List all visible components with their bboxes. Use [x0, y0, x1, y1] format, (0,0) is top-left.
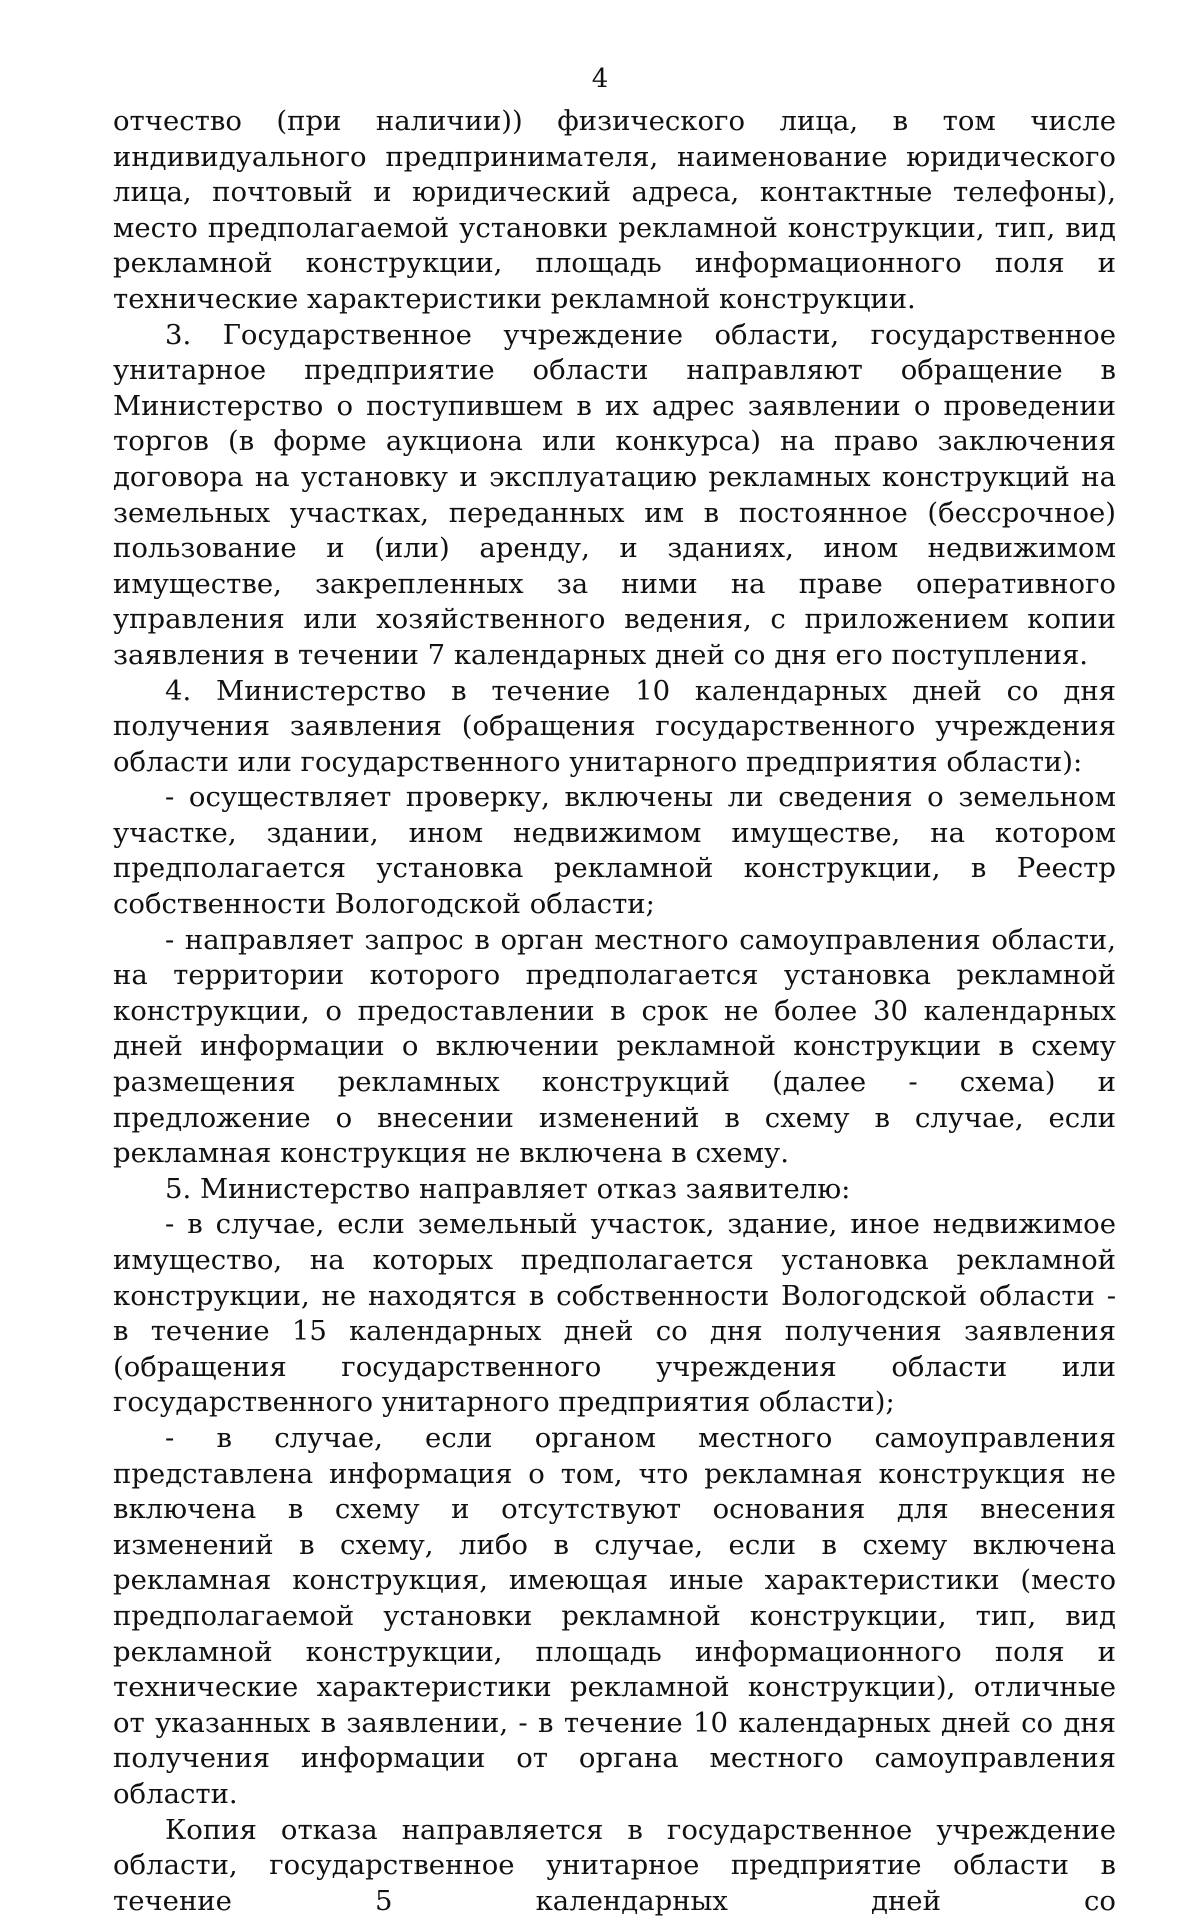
document-body	[113, 104, 1116, 1919]
paragraph-item-4-dash-1: - осуществляет проверку, включены ли сведения о земельном участке, здании, ином недвижимом имуществе, на котором предполагается установка рекламной конструкции, в Реестр собственности Вологодской области;	[113, 780, 1116, 922]
paragraph-refusal-copy: Копия отказа направляется в государственное учреждение области, государственное унитарное предприятие области в течение 5 календарных дней со	[113, 1813, 1116, 1919]
paragraph-item-4: 4. Министерство в течение 10 календарных дней со дня получения заявления (обращения государственного учреждения области или государственного унитарного предприятия области):	[113, 674, 1116, 781]
paragraph-item-5: 5. Министерство направляет отказ заявителю:	[113, 1172, 1116, 1208]
paragraph-item-3: 3. Государственное учреждение области, государственное унитарное предприятие области направляют обращение в Министерство о поступившем в их адрес заявлении о проведении торгов (в форме аукциона или конкурса) на право заключения договора на установку и эксплуатацию рекламных конструкций на земельных участках, переданных им в постоянное (бессрочное) пользование и (или) аренду, и зданиях, ином недвижимом имуществе, закрепленных за ними на праве оперативного управления или хозяйственного ведения, с приложением копии заявления в течении 7 календарных дней со дня его поступления.	[113, 318, 1116, 674]
paragraph-item-5-dash-1: - в случае, если земельный участок, здание, иное недвижимое имущество, на которых предполагается установка рекламной конструкции, не находятся в собственности Вологодской области - в течение 15 календарных дней со дня получения заявления (обращения государственного учреждения области или государственного унитарного предприятия области);	[113, 1207, 1116, 1421]
paragraph-item-5-dash-2: - в случае, если органом местного самоуправления представлена информация о том, что рекламная конструкция не включена в схему и отсутствуют основания для внесения изменений в схему, либо в случае, если в схему включена рекламная конструкция, имеющая иные характеристики (место предполагаемой установки рекламной конструкции, тип, вид рекламной конструкции, площадь информационного поля и технические характеристики рекламной конструкции), отличные от указанных в заявлении, - в течение 10 календарных дней со дня получения информации от органа местного самоуправления области.	[113, 1421, 1116, 1813]
paragraph-continuation: отчество (при наличии)) физического лица, в том числе индивидуального предпринимателя, наименование юридического лица, почтовый и юридический адреса, контактные телефоны), место предполагаемой установки рекламной конструкции, тип, вид рекламной конструкции, площадь информационного поля и технические характеристики рекламной конструкции.	[113, 104, 1116, 318]
paragraph-item-4-dash-2: - направляет запрос в орган местного самоуправления области, на территории которого предполагается установка рекламной конструкции, о предоставлении в срок не более 30 календарных дней информации о включении рекламной конструкции в схему размещения рекламных конструкций (далее - схема) и предложение о внесении изменений в схему в случае, если рекламная конструкция не включена в схему.	[113, 923, 1116, 1172]
page-number: 4	[0, 64, 1200, 94]
